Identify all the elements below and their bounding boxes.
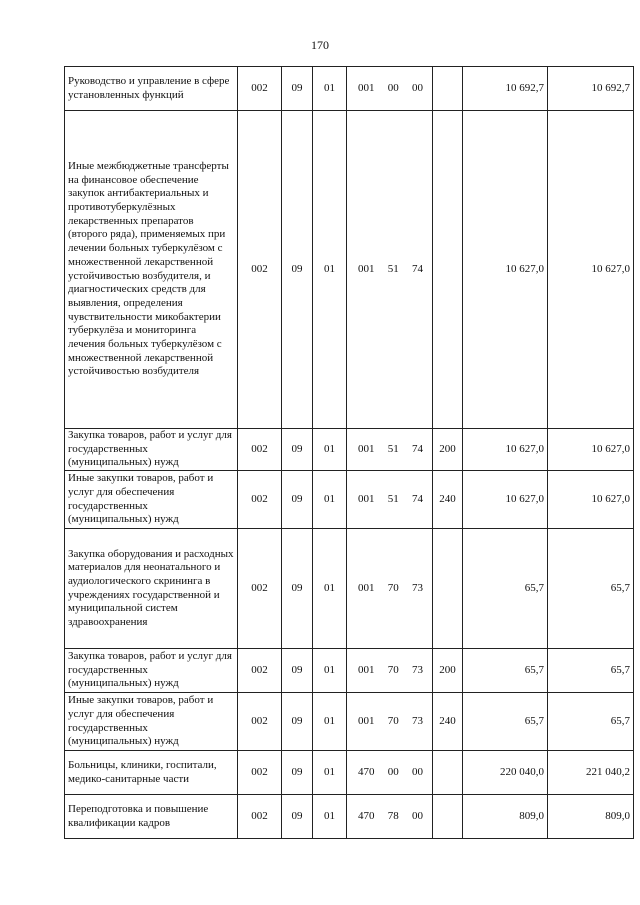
target-article-cell xyxy=(347,795,433,839)
item-code: 74 xyxy=(412,442,423,455)
amount-year2-cell: 65,7 xyxy=(548,693,634,751)
section-code-cell: 09 xyxy=(282,471,313,529)
amount-year1-cell: 809,0 xyxy=(463,795,548,839)
table-row xyxy=(65,649,634,693)
section-code-cell: 09 xyxy=(282,795,313,839)
item-name-cell: Руководство и управление в сфере установленных функций xyxy=(65,67,238,111)
section-code-cell: 09 xyxy=(282,429,313,471)
item-code: 74 xyxy=(412,262,423,275)
subsection-code-cell: 01 xyxy=(313,67,347,111)
item-code: 00 xyxy=(412,809,423,822)
expense-type-cell xyxy=(433,67,463,111)
subprogram-code: 70 xyxy=(387,663,399,676)
program-code: 470 xyxy=(358,765,375,778)
amount-year1-cell: 65,7 xyxy=(463,649,548,693)
expense-type-cell: 200 xyxy=(433,429,463,471)
amount-year2-cell: 65,7 xyxy=(548,649,634,693)
table-row xyxy=(65,529,634,649)
expense-type-cell xyxy=(433,111,463,429)
item-name-cell: Больницы, клиники, госпитали, медико-санитарные части xyxy=(65,751,238,795)
subprogram-code: 00 xyxy=(387,81,399,94)
amount-year2-cell: 10 692,7 xyxy=(548,67,634,111)
subsection-code-cell: 01 xyxy=(313,649,347,693)
ministry-code-cell: 002 xyxy=(238,111,282,429)
subprogram-code: 00 xyxy=(387,765,399,778)
ministry-code-cell: 002 xyxy=(238,429,282,471)
item-code: 73 xyxy=(412,581,423,594)
item-code: 74 xyxy=(412,492,423,505)
subsection-code-cell: 01 xyxy=(313,429,347,471)
section-code-cell: 09 xyxy=(282,111,313,429)
item-name-cell: Закупка оборудования и расходных материалов для неонатального и аудиологического скрининга в учреждениях государственной и муниципальной систем здравоохранения xyxy=(65,529,238,649)
target-article-code xyxy=(350,664,429,678)
target-article-code xyxy=(350,493,429,507)
amount-year1-cell: 65,7 xyxy=(463,693,548,751)
amount-year1-cell: 220 040,0 xyxy=(463,751,548,795)
ministry-code-cell: 002 xyxy=(238,649,282,693)
program-code: 001 xyxy=(358,714,375,727)
item-code: 00 xyxy=(412,765,423,778)
page-number: 170 xyxy=(311,38,329,52)
amount-year2-cell: 65,7 xyxy=(548,529,634,649)
target-article-cell xyxy=(347,471,433,529)
amount-year1-cell: 10 627,0 xyxy=(463,429,548,471)
amount-year2-cell: 10 627,0 xyxy=(548,429,634,471)
program-code: 001 xyxy=(358,81,375,94)
item-name-cell: Иные закупки товаров, работ и услуг для обеспечения государственных (муниципальных) нужд xyxy=(65,471,238,529)
section-code-cell: 09 xyxy=(282,529,313,649)
amount-year2-cell: 809,0 xyxy=(548,795,634,839)
item-name-cell: Иные межбюджетные трансферты на финансовое обеспечение закупок антибактериальных и противотуберкулёзных лекарственных препаратов (второго ряда), применяемых при лечении больных туберкулёзом с множественной лекарственной устойчивостью возбудителя, и диагностических средств для выявления, определения чувствительности микобактерии туберкулёза и мониторинга лечения больных туберкулёзом с множественной лекарственной устойчивостью возбудителя xyxy=(65,111,238,429)
amount-year1-cell: 65,7 xyxy=(463,529,548,649)
ministry-code-cell: 002 xyxy=(238,67,282,111)
expense-type-cell: 200 xyxy=(433,649,463,693)
target-article-cell xyxy=(347,693,433,751)
amount-year2-cell: 10 627,0 xyxy=(548,471,634,529)
expense-type-cell xyxy=(433,795,463,839)
subprogram-code: 70 xyxy=(387,581,399,594)
subsection-code-cell: 01 xyxy=(313,751,347,795)
program-code: 001 xyxy=(358,262,375,275)
item-name-cell: Закупка товаров, работ и услуг для государственных (муниципальных) нужд xyxy=(65,429,238,471)
subsection-code-cell: 01 xyxy=(313,529,347,649)
subprogram-code: 70 xyxy=(387,714,399,727)
program-code: 001 xyxy=(358,663,375,676)
target-article-code xyxy=(350,582,429,596)
subprogram-code: 51 xyxy=(387,492,399,505)
target-article-code xyxy=(350,766,429,780)
ministry-code-cell: 002 xyxy=(238,751,282,795)
target-article-cell xyxy=(347,111,433,429)
subsection-code-cell: 01 xyxy=(313,795,347,839)
item-code: 73 xyxy=(412,663,423,676)
subprogram-code: 51 xyxy=(387,442,399,455)
program-code: 001 xyxy=(358,442,375,455)
item-code: 73 xyxy=(412,714,423,727)
expense-type-cell xyxy=(433,751,463,795)
table-row xyxy=(65,693,634,751)
item-name-cell: Закупка товаров, работ и услуг для государственных (муниципальных) нужд xyxy=(65,649,238,693)
amount-year1-cell: 10 692,7 xyxy=(463,67,548,111)
section-code-cell: 09 xyxy=(282,693,313,751)
target-article-code xyxy=(350,263,429,277)
expense-type-cell: 240 xyxy=(433,471,463,529)
target-article-code xyxy=(350,810,429,824)
amount-year1-cell: 10 627,0 xyxy=(463,471,548,529)
target-article-cell xyxy=(347,429,433,471)
table-row xyxy=(65,471,634,529)
ministry-code-cell: 002 xyxy=(238,471,282,529)
amount-year1-cell: 10 627,0 xyxy=(463,111,548,429)
subsection-code-cell: 01 xyxy=(313,111,347,429)
section-code-cell: 09 xyxy=(282,67,313,111)
target-article-code xyxy=(350,82,429,96)
target-article-code xyxy=(350,715,429,729)
table-row xyxy=(65,751,634,795)
table-row xyxy=(65,795,634,839)
ministry-code-cell: 002 xyxy=(238,795,282,839)
table-row xyxy=(65,429,634,471)
section-code-cell: 09 xyxy=(282,751,313,795)
item-name-cell: Переподготовка и повышение квалификации кадров xyxy=(65,795,238,839)
item-code: 00 xyxy=(412,81,423,94)
amount-year2-cell: 221 040,2 xyxy=(548,751,634,795)
ministry-code-cell: 002 xyxy=(238,529,282,649)
budget-table xyxy=(64,66,634,839)
table-row xyxy=(65,67,634,111)
target-article-cell xyxy=(347,649,433,693)
subsection-code-cell: 01 xyxy=(313,693,347,751)
ministry-code-cell: 002 xyxy=(238,693,282,751)
amount-year2-cell: 10 627,0 xyxy=(548,111,634,429)
expense-type-cell: 240 xyxy=(433,693,463,751)
table-body xyxy=(65,67,634,839)
target-article-code xyxy=(350,443,429,457)
target-article-cell xyxy=(347,529,433,649)
subprogram-code: 78 xyxy=(387,809,399,822)
section-code-cell: 09 xyxy=(282,649,313,693)
target-article-cell xyxy=(347,751,433,795)
table-row xyxy=(65,111,634,429)
subsection-code-cell: 01 xyxy=(313,471,347,529)
item-name-cell: Иные закупки товаров, работ и услуг для обеспечения государственных (муниципальных) нужд xyxy=(65,693,238,751)
program-code: 470 xyxy=(358,809,375,822)
program-code: 001 xyxy=(358,581,375,594)
subprogram-code: 51 xyxy=(387,262,399,275)
target-article-cell xyxy=(347,67,433,111)
program-code: 001 xyxy=(358,492,375,505)
expense-type-cell xyxy=(433,529,463,649)
